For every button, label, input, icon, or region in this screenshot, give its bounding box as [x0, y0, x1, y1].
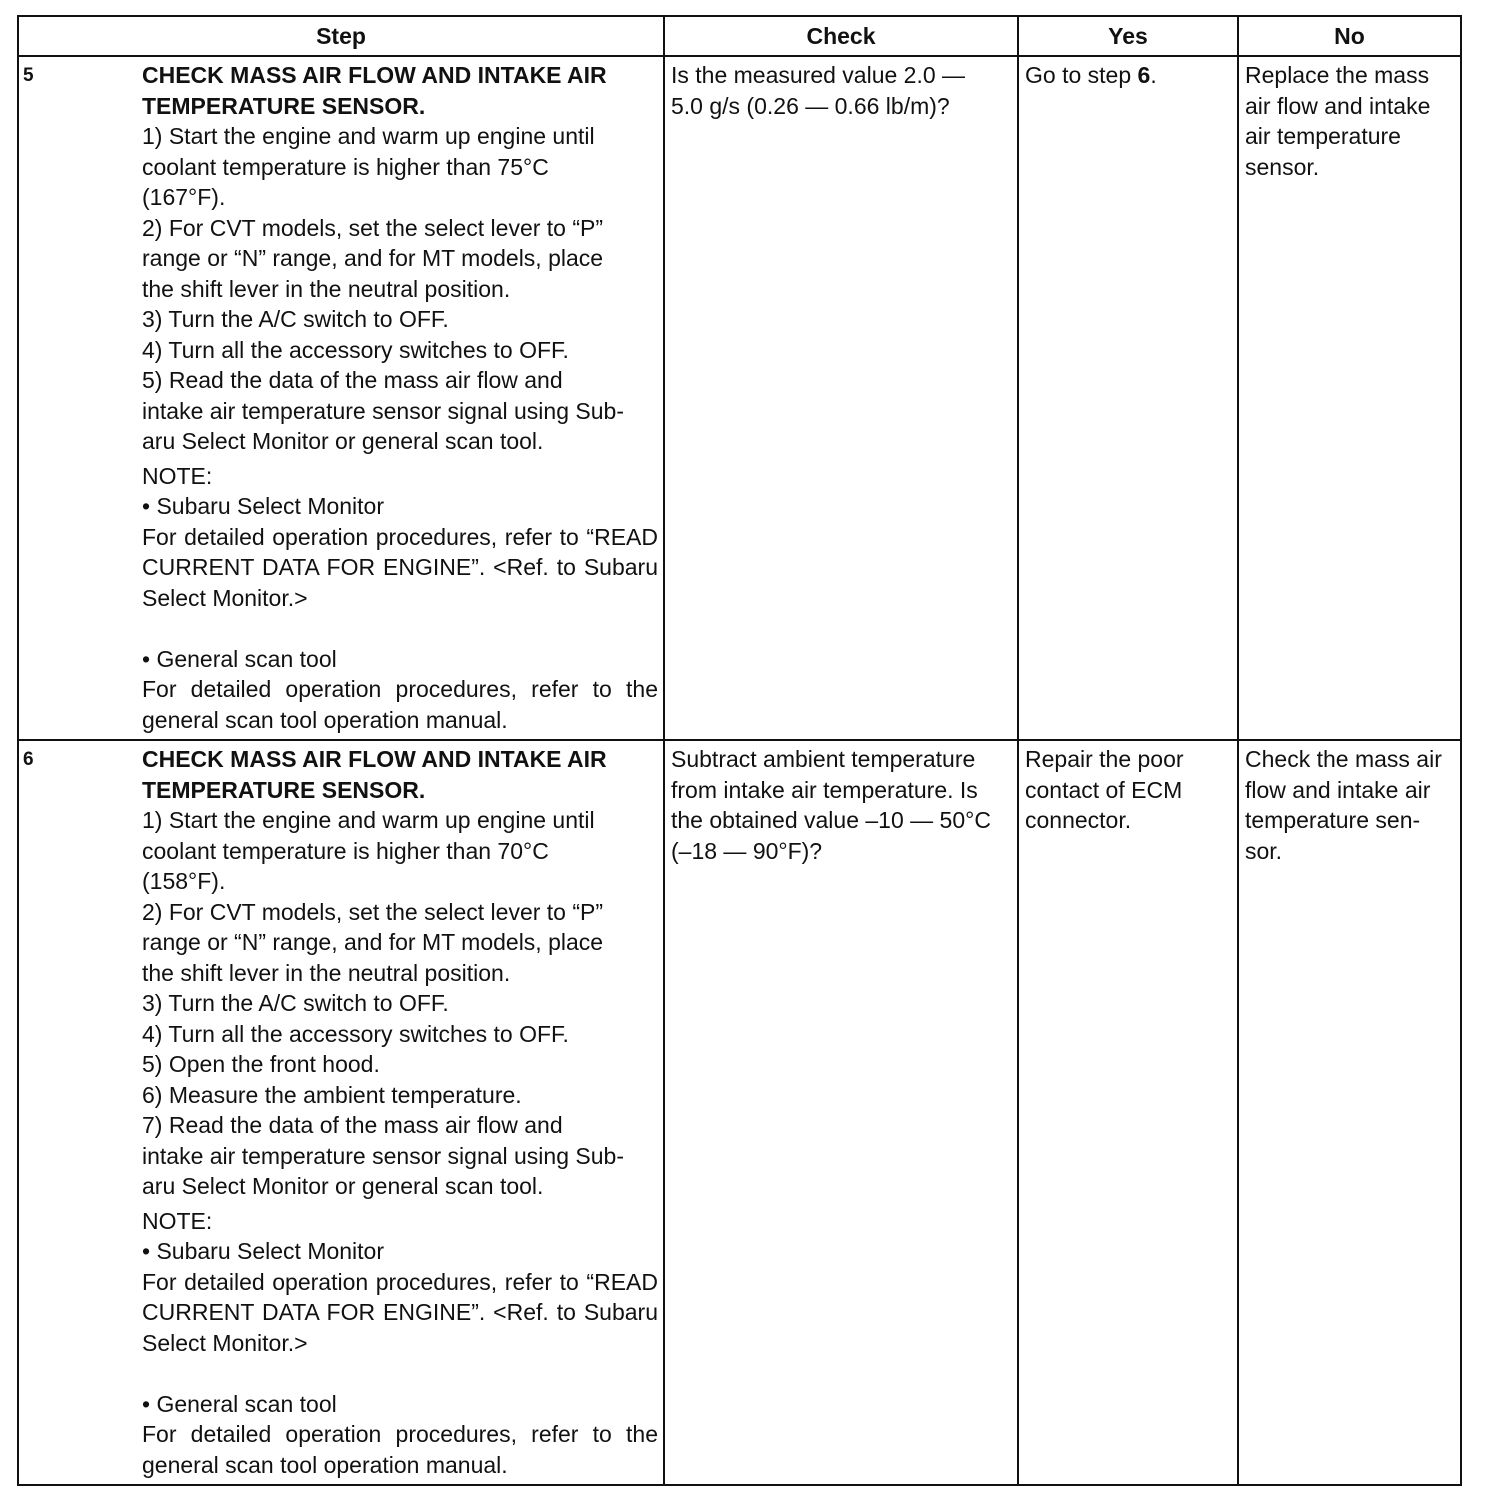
procedure-item: 1) Start the engine and warm up engine until coolant temperature is higher than 75°C (167°F).: [142, 123, 595, 210]
procedure-item: 4) Turn all the accessory switches to OFF.: [142, 1020, 569, 1047]
procedure-item: 5) Read the data of the mass air flow and intake air temperature sensor signal using Sub- aru Select Monitor or general scan tool.: [142, 367, 624, 454]
step-title: CHECK MASS AIR FLOW AND INTAKE AIR TEMPERATURE SENSOR.: [142, 62, 607, 119]
check-text: Subtract ambient temperature from intake air temperature. Is the obtained value –10 — 50°C (–18 — 90°F)?: [671, 746, 991, 864]
yes-step-link: 6: [1137, 62, 1151, 88]
yes-text: [1019, 57, 1237, 95]
check-cell: [664, 740, 1018, 1485]
note-scan-text: For detailed operation procedures, refer to the general scan tool operation manual.: [142, 676, 658, 733]
yes-cell: [1018, 740, 1238, 1485]
procedure-item: 3) Turn the A/C switch to OFF.: [142, 990, 449, 1016]
procedure-item: 6) Measure the ambient temperature.: [142, 1081, 522, 1108]
header-yes: Yes: [1018, 16, 1238, 56]
procedure-list: [142, 805, 658, 1202]
check-text: Is the measured value 2.0 — 5.0 g/s (0.26 — 0.66 lb/m)?: [671, 62, 966, 119]
note-scan-title: • General scan tool: [142, 1390, 337, 1417]
procedure-item: 3) Turn the A/C switch to OFF.: [142, 306, 449, 332]
procedure-item: 4) Turn all the accessory switches to OFF.: [142, 336, 569, 363]
step-number: 5: [23, 65, 34, 86]
yes-cell: [1018, 56, 1238, 740]
procedure-item: 1) Start the engine and warm up engine until coolant temperature is higher than 70°C (158°F).: [142, 807, 595, 894]
step-cell: [18, 56, 664, 740]
procedure-list: [142, 121, 658, 457]
note-label: NOTE:: [142, 1207, 213, 1234]
note-monitor-title: • Subaru Select Monitor: [142, 1238, 385, 1264]
no-cell: [1238, 740, 1461, 1485]
note-spacer: [142, 613, 658, 644]
yes-text: Repair the poor contact of ECM connector.: [1025, 746, 1184, 833]
procedure-item: 2) For CVT models, set the select lever to “P” range or “N” range, and for MT models, place the shift lever in the neutral position.: [142, 214, 604, 302]
step-body: [142, 741, 658, 1484]
note-label: NOTE:: [142, 462, 213, 489]
header-check: Check: [664, 16, 1018, 56]
table-row-step-6: [18, 740, 1461, 1485]
note-monitor-text: For detailed operation procedures, refer to “READ CURRENT DATA FOR ENGINE”. <Ref. to Subaru Select Monitor.>: [142, 1268, 658, 1356]
note-monitor-text: For detailed operation procedures, refer to “READ CURRENT DATA FOR ENGINE”. <Ref. to Subaru Select Monitor.>: [142, 523, 658, 611]
diagnostic-table: [17, 15, 1462, 1486]
procedure-item: 7) Read the data of the mass air flow and intake air temperature sensor signal using Sub- aru Select Monitor or general scan tool.: [142, 1112, 624, 1199]
note-monitor-title: • Subaru Select Monitor: [142, 493, 385, 519]
procedure-item: 5) Open the front hood.: [142, 1051, 380, 1077]
no-text: Check the mass air flow and intake air temperature sen- sor.: [1245, 746, 1442, 864]
note-scan-text: For detailed operation procedures, refer to the general scan tool operation manual.: [142, 1421, 658, 1478]
header-no: No: [1238, 16, 1461, 56]
step-number: 6: [23, 749, 34, 770]
step-cell: [18, 740, 664, 1485]
note-spacer: [142, 1358, 658, 1389]
check-cell: [664, 56, 1018, 740]
yes-suffix: .: [1150, 62, 1157, 88]
header-row: [18, 16, 1461, 56]
no-text: Replace the mass air flow and intake air temperature sensor.: [1245, 62, 1431, 180]
table-row-step-5: [18, 56, 1461, 740]
procedure-item: 2) For CVT models, set the select lever to “P” range or “N” range, and for MT models, place the shift lever in the neutral position.: [142, 898, 604, 986]
no-cell: [1238, 56, 1461, 740]
yes-prefix: Go to step: [1025, 62, 1138, 88]
step-title: CHECK MASS AIR FLOW AND INTAKE AIR TEMPERATURE SENSOR.: [142, 746, 607, 803]
step-body: [142, 57, 658, 739]
header-step: Step: [18, 16, 664, 56]
note-scan-title: • General scan tool: [142, 645, 337, 672]
